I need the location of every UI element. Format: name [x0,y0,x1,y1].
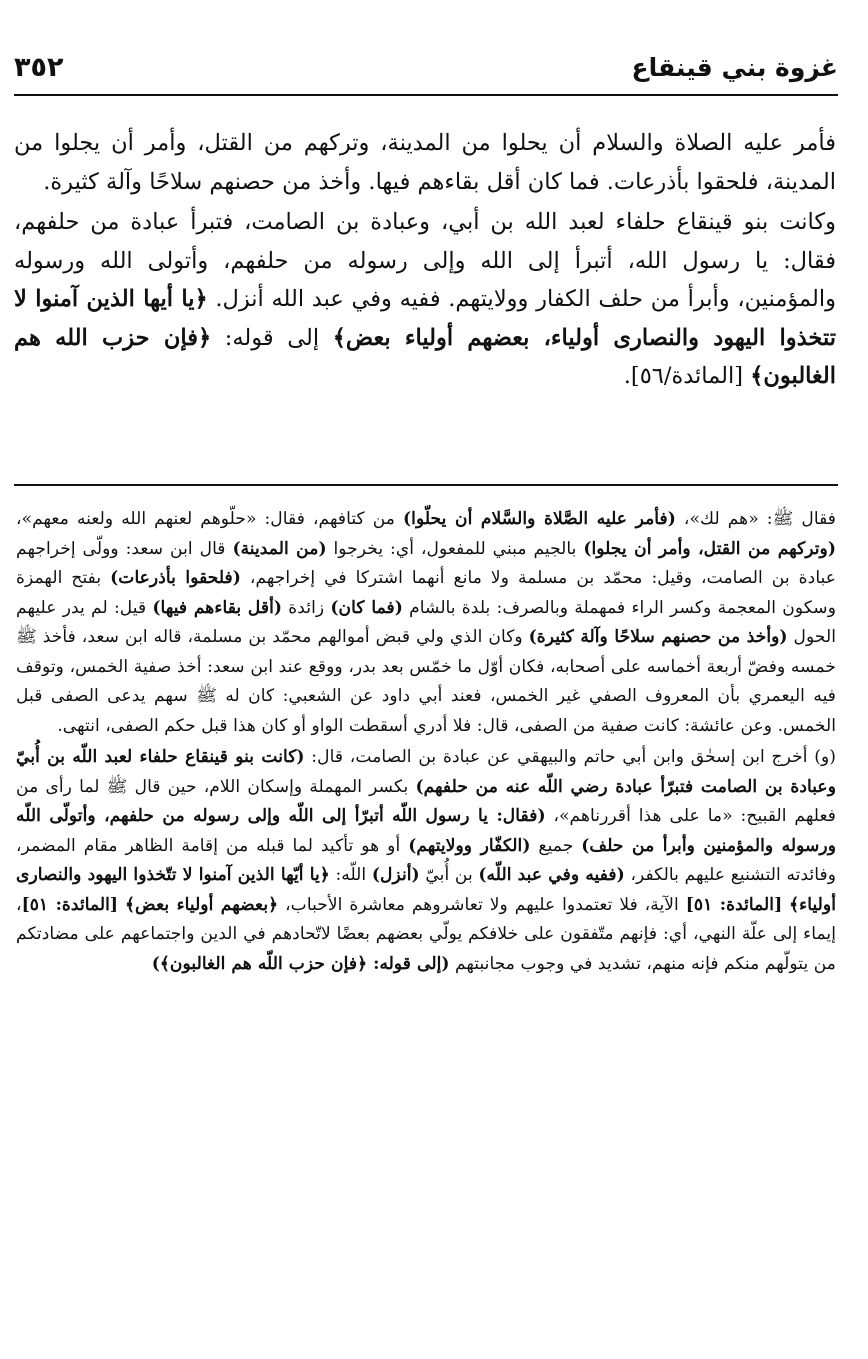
verse-reference: [المائدة: ٥١] [21,894,119,915]
commentary-quote: (كانت بنو قينقاع حلفاء لعبد اللّه بن أُبيّ وعبادة بن الصامت فتبرّأ عبادة رضي اللّه عنه من حلفهم) [16,747,836,797]
main-text-run: [المائدة/٥٦]. [623,363,751,389]
quran-quote: ﴿فإن حزب الله هم الغالبون﴾ [14,324,836,389]
commentary-quote: (وأخذ من حصنهم سلاحًا وآلة كثيرة) [528,627,788,647]
commentary-run: اللّه: [329,865,372,885]
header-rule [14,94,838,96]
commentary-paragraph [16,505,836,741]
commentary-paragraph [16,743,836,979]
commentary-quote: (أقل بقاءهم فيها) [152,597,283,618]
commentary-run: بكسر المهملة وإسكان اللام، حين قال ﷺ لما رأى من فعلهم القبيح: «ما على هذا أقررناهم»، [16,776,836,826]
commentary-quote: (فما كان) [330,597,403,618]
commentary-run: الآية، فلا تعتمدوا عليهم ولا تعاشروهم معاشرة الأحباب، [278,894,686,915]
commentary-quote: (ففيه وفي عبد اللّه) [478,865,625,885]
running-title: غزوة بني قينقاع [631,53,838,82]
commentary-run: قيل: لم يدر عليهم الحول [16,597,836,647]
commentary-run: بفتح الهمزة وسكون المعجمة وكسر الراء فمهملة وبالصرف: بلدة بالشام [16,568,836,618]
commentary-quote: (أنزل) [371,865,420,885]
commentary-run: بن أُبيّ [419,865,479,885]
quran-quote: ﴿يا أيها الذين آمنوا لا تتخذوا اليهود والنصارى أولياء، بعضهم أولياء بعض﴾ [14,286,836,351]
commentary-text [16,505,836,979]
commentary-run: جميع [530,835,582,856]
commentary-quote: (من المدينة) [232,538,327,559]
quran-quote: (إلى قوله: ﴿فإن حزب اللّه هم الغالبون﴾) [151,953,450,974]
verse-reference: [المائدة: ٥١] [685,894,783,915]
main-text-run: وكانت بنو قينقاع حلفاء لعبد الله بن أبي، وعبادة بن الصامت، فتبرأ عبادة من حلفهم، فقال: يا رسول الله، أتبرأ إلى الله وإلى رسوله من حلفهم، وأتولى الله ورسوله والمؤمنين، وأبرأ من حلف الكفار وولايتهم. ففيه وفي عبد الله أنزل. [14,209,836,312]
quran-quote: ﴿يا أيّها الذين آمنوا لا تتّخذوا اليهود والنصارى أولياء﴾ [16,865,836,915]
divider-rule [14,484,838,486]
main-text [14,124,836,396]
commentary-run: وكان الذي ولي قبض أموالهم محمّد بن مسلمة، قاله ابن سعد، فأخذ ﷺ خمسه وفضّ أربعة أخماسه على أصحابه، فكان أوّل ما خمّس بعد بدر، ووقع عند ابن سعد: أخذ صفية الخمس، وتوقف فيه اليعمري بأن المعروف الصفي غير الخمس، فعند أبي داود عن الشعبي: كان له ﷺ سهم يدعى الصفى قبل الخمس. وعن عائشة: كانت صفية من الصفى، قال: فلا أدري أسقطت الواو أو كان هذا قبل حكم الصفى، انتهى. [16,627,836,736]
commentary-quote: (فلحقوا بأذرعات) [110,568,241,588]
commentary-run: قال ابن سعد: وولّى إخراجهم عبادة بن الصامت، وقيل: محمّد بن مسلمة ولا مانع أنهما اشتركا في إخراجهم، [16,538,836,588]
commentary-quote: (فقال: يا رسول اللّه أتبرّأ إلى اللّه وإلى رسوله من حلفهم، وأتولّى اللّه ورسوله والمؤمنين وأبرأ من حلف) [16,806,836,856]
main-paragraph: فأمر عليه الصلاة والسلام أن يحلوا من المدينة، وتركهم من القتل، وأمر أن يجلوا من المدينة، فلحقوا بأذرعات. فما كان أقل بقاءهم فيها. وأخذ من حصنهم سلاحًا وآلة كثيرة. [14,130,836,195]
commentary-run: (و) أخرج ابن إسحٰق وابن أبي حاتم والبيهقي عن عبادة بن الصامت، قال: [304,747,836,767]
main-paragraph [14,203,836,396]
commentary-quote: (فأمر عليه الصَّلاة والسَّلام أن يحلّوا) [403,509,676,529]
commentary-run [118,895,125,915]
commentary-quote: (وتركهم من القتل، وأمر أن يجلوا) [583,538,836,559]
commentary-run: من كتافهم، فقال: «حلّوهم لعنهم الله ولعنه معهم»، [16,509,404,529]
commentary-quote: (الكفّار وولايتهم) [408,835,531,856]
page-number: ٣٥٢ [14,52,64,83]
page-header [14,46,838,92]
commentary-run: بالجيم مبني للمفعول، أي: يخرجوا [326,538,584,559]
quran-quote: ﴿بعضهم أولياء بعض﴾ [124,894,279,915]
commentary-run: فقال ﷺ: «هم لك»، [675,509,836,529]
commentary-run: أو هو تأكيد لما قبله من إقامة الظاهر مقام المضمر، وفائدته التشنيع عليهم بالكفر، [16,835,837,885]
commentary-run: زائدة [282,597,331,618]
main-text-run: إلى قوله: [211,324,333,351]
commentary-run: ، إيماء إلى علّة النهي، أي: فإنهم متّفقون على خلافكم يولّي بعضهم بعضًا لاتّحادهم في الدين واجتماعهم على مضادتكم من يتولّهم منكم فإنه منهم، تشديد في وجوب مجانبتهم [16,894,836,974]
